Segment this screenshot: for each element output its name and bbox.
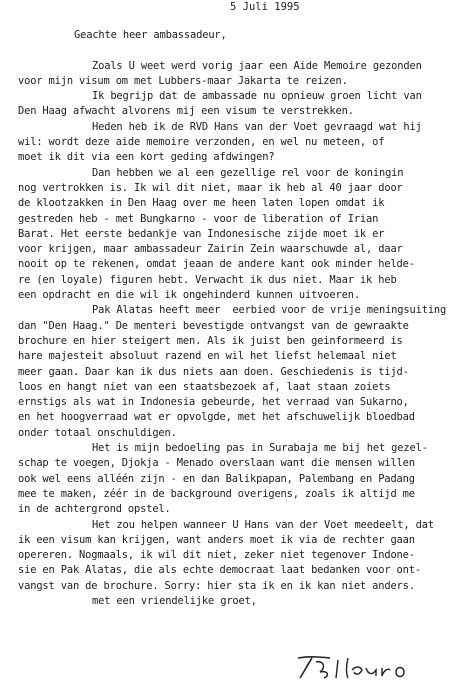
letter-line: opereren. Nogmaals, ik wil dit niet, zeker niet tegenover Indone-	[18, 549, 415, 562]
blank-line	[18, 43, 448, 58]
letter-line: Het zou helpen wanneer U Hans van der Voet meedeelt, dat	[92, 518, 434, 531]
letter-line: Heden heb ik de RVD Hans van der Voet gevraagd wat hij	[92, 120, 422, 133]
letter-line: de klootzakken in Den Haag over me heen laten lopen omdat ik	[18, 197, 385, 210]
letter-line: loos en hangt niet van een staatsbezoek af, laat staan zoiets	[18, 380, 391, 393]
letter-line: Den Haag afwacht alvorens mij een visum te verstrekken.	[18, 105, 354, 118]
letter-line: brochure en hier steigert men. Als ik juist ben geinformeerd is	[18, 334, 403, 347]
letter-line: Zoals U weet werd vorig jaar een Aide Memoire gezonden	[92, 59, 422, 72]
letter-line: Barat. Het eerste bedankje van Indonesische zijde moet ik er	[18, 227, 385, 240]
letter-body	[18, 28, 448, 609]
letter-line: mee te maken, zéér in de background overigens, zoals ik altijd me	[18, 487, 415, 500]
letter-line: met een vriendelijke groet,	[92, 594, 257, 607]
letter-line: meer gaan. Daar kan ik dus niets aan doen. Geschiedenis is tijd-	[18, 365, 409, 378]
letter-date: 5 Juli 1995	[230, 1, 300, 13]
letter-line: onder totaal onschuldigen.	[18, 426, 177, 439]
letter-line: Het is mijn bedoeling pas in Surabaja me bij het gezel-	[92, 442, 428, 455]
letter-line: nooit op te rekenen, omdat jeaan de andere kant ook minder helde-	[18, 258, 415, 271]
letter-line: gestreden heb - met Bungkarno - voor de liberation of Irian	[18, 212, 379, 225]
letter-line: en het hoogverraad wat er opvolgde, met het afschuwelijk bloedbad	[18, 411, 415, 424]
letter-line: voor mijn visum om met Lubbers-maar Jakarta te reizen.	[18, 74, 348, 87]
letter-line: ernstigs als wat in Indonesia gebeurde, het verraad van Sukarno,	[18, 396, 409, 409]
letter-line: re (en loyale) figuren hebt. Verwacht ik dus niet. Maar ik heb	[18, 273, 397, 286]
letter-line: in de achtergrond opstel.	[18, 503, 171, 516]
letter-line: vangst van de brochure. Sorry: hier sta ik en ik kan niet anders.	[18, 579, 415, 592]
letter-line: Ik begrijp dat de ambassade nu opnieuw groen licht van	[92, 90, 422, 103]
letter-line: Dan hebben we al een gezellige rel voor de koningin	[92, 166, 404, 179]
letter-line: ik een visum kan krijgen, want anders moet ik via de rechter gaan	[18, 533, 415, 546]
salutation: Geachte heer ambassadeur,	[74, 29, 227, 41]
letter-line: hare majesteit absoluut razend en wil het liefst helemaal niet	[18, 350, 397, 363]
letter-line: ook wel eens alléén zijn - en dan Balikpapan, Palembang en Padang	[18, 472, 415, 485]
letter-line: schap te voegen, Djokja - Menado overslaan want die mensen willen	[18, 457, 415, 470]
letter-line: dan "Den Haag." De menteri bevestigde ontvangst van de gewraakte	[18, 319, 409, 332]
letter-line: sie en Pak Alatas, die als echte democraat laat bedanken voor ont-	[18, 564, 421, 577]
letter-line: voor krijgen, maar ambassadeur Zairin Zein waarschuwde al, daar	[18, 243, 403, 256]
letter-line: wil: wordt deze aide memoire verzonden, en wel nu meteen, of	[18, 136, 385, 149]
letter-line: moet ik dit via een kort geding afdwingen?	[18, 151, 275, 164]
letter-line: Pak Alatas heeft meer eerbied voor de vrije meningsuiting	[92, 304, 447, 317]
handwritten-signature	[290, 652, 440, 682]
letter-line: nog vertrokken is. Ik wil dit niet, maar ik heb al 40 jaar door	[18, 181, 403, 194]
letter-line: een opdracht en die wil ik ongehinderd kunnen uitvoeren.	[18, 289, 360, 302]
